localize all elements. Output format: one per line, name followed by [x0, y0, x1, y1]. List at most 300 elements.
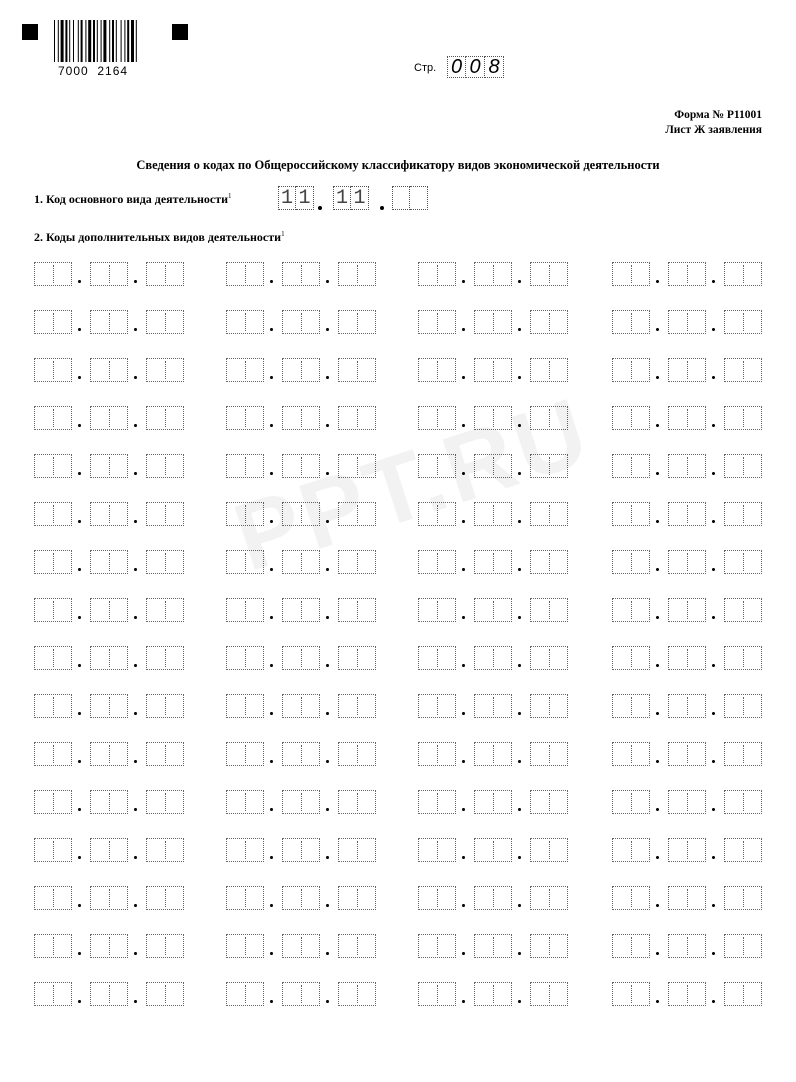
code-digit-pair[interactable]	[668, 598, 706, 622]
code-digit-pair[interactable]	[612, 886, 650, 910]
code-separator-dot	[134, 1000, 137, 1003]
code-digit-pair[interactable]	[612, 838, 650, 862]
code-digit-pair[interactable]	[530, 742, 568, 766]
code-separator-dot	[462, 616, 465, 619]
code-digit-pair[interactable]	[226, 742, 264, 766]
code-digit-pair[interactable]	[34, 838, 72, 862]
code-digit-pair[interactable]	[724, 310, 762, 334]
code-digit-pair[interactable]	[146, 598, 184, 622]
main-code-digit[interactable]: 1	[278, 186, 296, 210]
code-separator-dot	[518, 424, 521, 427]
code-digit-pair[interactable]	[474, 550, 512, 574]
code-digit-pair[interactable]	[474, 742, 512, 766]
code-separator-dot	[462, 952, 465, 955]
code-digit-pair[interactable]	[418, 550, 456, 574]
code-digit-pair[interactable]	[530, 550, 568, 574]
code-separator-dot	[462, 904, 465, 907]
code-digit-pair[interactable]	[226, 982, 264, 1006]
code-digit-pair[interactable]	[668, 742, 706, 766]
code-digit-pair[interactable]	[612, 310, 650, 334]
code-separator-dot	[78, 1000, 81, 1003]
code-digit-pair[interactable]	[418, 790, 456, 814]
code-digit-pair[interactable]	[474, 454, 512, 478]
code-digit-pair[interactable]	[668, 406, 706, 430]
code-digit-pair[interactable]	[226, 934, 264, 958]
code-digit-pair[interactable]	[34, 934, 72, 958]
code-digit-pair[interactable]	[474, 406, 512, 430]
code-separator-dot	[656, 712, 659, 715]
code-separator-dot	[656, 424, 659, 427]
code-digit-pair[interactable]	[418, 454, 456, 478]
code-digit-pair[interactable]	[34, 598, 72, 622]
code-digit-pair[interactable]	[724, 934, 762, 958]
code-digit-pair[interactable]	[724, 262, 762, 286]
code-separator-dot	[78, 376, 81, 379]
code-digit-pair[interactable]	[34, 406, 72, 430]
code-digit-pair[interactable]	[612, 694, 650, 718]
code-digit-pair[interactable]	[668, 454, 706, 478]
code-digit-pair[interactable]	[146, 550, 184, 574]
footnote-mark: 1	[228, 192, 232, 200]
code-separator-dot	[326, 856, 329, 859]
code-digit-pair[interactable]	[226, 646, 264, 670]
barcode-number: 7000 2164	[58, 64, 129, 78]
code-digit-pair[interactable]	[474, 310, 512, 334]
code-separator-dot	[712, 952, 715, 955]
code-separator-dot	[326, 424, 329, 427]
code-digit-pair[interactable]	[530, 934, 568, 958]
code-separator-dot	[518, 616, 521, 619]
code-digit-pair[interactable]	[668, 646, 706, 670]
code-digit-pair[interactable]	[34, 790, 72, 814]
code-digit-pair[interactable]	[226, 262, 264, 286]
code-separator-dot	[326, 376, 329, 379]
code-separator-dot	[326, 328, 329, 331]
code-separator-dot	[270, 280, 273, 283]
code-separator-dot	[134, 952, 137, 955]
code-digit-pair[interactable]	[146, 454, 184, 478]
code-digit-pair[interactable]	[338, 406, 376, 430]
code-digit-pair[interactable]	[90, 886, 128, 910]
code-digit-pair[interactable]	[530, 646, 568, 670]
code-digit-pair[interactable]	[668, 694, 706, 718]
code-digit-pair[interactable]	[668, 838, 706, 862]
code-digit-pair[interactable]	[724, 358, 762, 382]
code-separator-dot	[326, 1000, 329, 1003]
code-digit-pair[interactable]	[338, 934, 376, 958]
code-digit-pair[interactable]	[474, 886, 512, 910]
code-digit-pair[interactable]	[282, 982, 320, 1006]
code-digit-pair[interactable]	[612, 262, 650, 286]
code-digit-pair[interactable]	[338, 646, 376, 670]
code-separator-dot	[656, 808, 659, 811]
code-digit-pair[interactable]	[90, 934, 128, 958]
code-digit-pair[interactable]	[612, 502, 650, 526]
code-digit-pair[interactable]	[612, 598, 650, 622]
code-separator-dot	[270, 1000, 273, 1003]
code-digit-pair[interactable]	[530, 358, 568, 382]
code-digit-pair[interactable]	[474, 646, 512, 670]
main-code-digit[interactable]: 1	[296, 186, 314, 210]
code-digit-pair[interactable]	[418, 838, 456, 862]
code-digit-pair[interactable]	[282, 934, 320, 958]
watermark: PPT.RU	[222, 377, 603, 592]
code-separator-dot	[326, 568, 329, 571]
code-separator-dot	[134, 568, 137, 571]
code-separator-dot	[326, 952, 329, 955]
code-separator-dot	[270, 808, 273, 811]
code-digit-pair[interactable]	[338, 310, 376, 334]
code-separator-dot	[270, 568, 273, 571]
code-digit-pair[interactable]	[418, 310, 456, 334]
code-digit-pair[interactable]	[146, 982, 184, 1006]
code-separator-dot	[270, 856, 273, 859]
code-digit-pair[interactable]	[418, 262, 456, 286]
code-digit-pair[interactable]	[90, 454, 128, 478]
code-separator-dot	[518, 856, 521, 859]
code-digit-pair[interactable]	[146, 646, 184, 670]
code-digit-pair[interactable]	[282, 502, 320, 526]
code-digit-pair[interactable]	[282, 310, 320, 334]
code-digit-pair[interactable]	[668, 262, 706, 286]
code-separator-dot	[462, 856, 465, 859]
code-separator-dot	[326, 280, 329, 283]
code-separator-dot	[134, 280, 137, 283]
code-separator-dot	[656, 568, 659, 571]
code-digit-pair[interactable]	[90, 550, 128, 574]
code-separator-dot	[326, 664, 329, 667]
main-code-digit[interactable]: 1	[351, 186, 369, 210]
code-digit-pair[interactable]	[90, 310, 128, 334]
code-separator-dot	[712, 280, 715, 283]
code-digit-pair[interactable]	[668, 358, 706, 382]
code-separator-dot	[656, 856, 659, 859]
main-code-digit[interactable]: 1	[333, 186, 351, 210]
code-digit-pair[interactable]	[338, 886, 376, 910]
code-separator-dot	[270, 376, 273, 379]
code-digit-pair[interactable]	[474, 502, 512, 526]
code-separator-dot	[462, 664, 465, 667]
code-separator-dot	[270, 472, 273, 475]
code-digit-pair[interactable]	[418, 598, 456, 622]
code-separator-dot	[326, 904, 329, 907]
code-separator-dot	[78, 856, 81, 859]
code-digit-pair[interactable]	[724, 694, 762, 718]
code-digit-pair[interactable]	[668, 982, 706, 1006]
code-separator-dot	[712, 904, 715, 907]
code-digit-pair[interactable]	[474, 358, 512, 382]
code-separator-dot	[518, 472, 521, 475]
code-separator-dot	[134, 520, 137, 523]
code-digit-pair[interactable]	[724, 598, 762, 622]
code-digit-pair[interactable]	[282, 454, 320, 478]
code-separator-dot	[518, 280, 521, 283]
code-digit-pair[interactable]	[530, 982, 568, 1006]
page-digit[interactable]: 8	[485, 56, 504, 78]
code-digit-pair[interactable]	[530, 310, 568, 334]
code-digit-pair[interactable]	[724, 406, 762, 430]
code-separator-dot	[134, 472, 137, 475]
code-digit-pair[interactable]	[668, 550, 706, 574]
code-digit-pair[interactable]	[34, 502, 72, 526]
additional-activities-label-text: 2. Коды дополнительных видов деятельности	[34, 230, 282, 244]
code-separator-dot	[656, 664, 659, 667]
code-digit-pair[interactable]	[90, 502, 128, 526]
form-number: Форма № Р11001	[674, 109, 762, 121]
code-digit-pair[interactable]	[530, 598, 568, 622]
code-digit-pair[interactable]	[612, 790, 650, 814]
code-digit-pair[interactable]	[530, 406, 568, 430]
code-separator-dot	[78, 280, 81, 283]
code-digit-pair[interactable]	[34, 550, 72, 574]
code-separator-dot	[656, 952, 659, 955]
code-digit-pair[interactable]	[338, 742, 376, 766]
code-separator-dot	[518, 808, 521, 811]
code-digit-pair[interactable]	[146, 694, 184, 718]
code-digit-pair[interactable]	[418, 502, 456, 526]
code-digit-pair[interactable]	[282, 790, 320, 814]
code-digit-pair[interactable]	[282, 646, 320, 670]
code-digit-pair[interactable]	[282, 694, 320, 718]
code-separator-dot	[270, 424, 273, 427]
code-digit-pair[interactable]	[724, 790, 762, 814]
code-digit-pair[interactable]	[146, 310, 184, 334]
code-digit-pair[interactable]	[668, 934, 706, 958]
code-digit-pair[interactable]	[530, 694, 568, 718]
code-digit-pair[interactable]	[282, 838, 320, 862]
code-digit-pair[interactable]	[612, 406, 650, 430]
code-digit-pair[interactable]	[338, 502, 376, 526]
code-digit-pair[interactable]	[146, 790, 184, 814]
code-digit-pair[interactable]	[282, 262, 320, 286]
code-separator-dot	[712, 424, 715, 427]
code-digit-pair[interactable]	[146, 358, 184, 382]
code-digit-pair[interactable]	[668, 790, 706, 814]
code-digit-pair[interactable]	[338, 838, 376, 862]
code-digit-pair[interactable]	[226, 454, 264, 478]
code-digit-pair[interactable]	[612, 934, 650, 958]
code-digit-pair[interactable]	[226, 886, 264, 910]
code-separator-dot	[78, 472, 81, 475]
code-separator-dot	[78, 616, 81, 619]
code-digit-pair[interactable]	[724, 454, 762, 478]
footnote-mark: 1	[281, 230, 285, 238]
code-digit-pair[interactable]	[338, 262, 376, 286]
code-digit-pair[interactable]	[612, 742, 650, 766]
code-digit-pair[interactable]	[530, 790, 568, 814]
code-digit-pair[interactable]	[474, 790, 512, 814]
code-separator-dot	[518, 520, 521, 523]
code-digit-pair[interactable]	[90, 694, 128, 718]
code-digit-pair[interactable]	[530, 502, 568, 526]
code-digit-pair[interactable]	[338, 982, 376, 1006]
code-digit-pair[interactable]	[34, 886, 72, 910]
code-digit-pair[interactable]	[668, 502, 706, 526]
code-digit-pair[interactable]	[338, 550, 376, 574]
code-digit-pair[interactable]	[418, 406, 456, 430]
code-separator-dot	[78, 328, 81, 331]
code-separator-dot	[712, 328, 715, 331]
code-digit-pair[interactable]	[90, 598, 128, 622]
code-digit-pair[interactable]	[612, 982, 650, 1006]
code-digit-pair[interactable]	[34, 262, 72, 286]
code-separator-dot	[326, 520, 329, 523]
code-digit-pair[interactable]	[226, 790, 264, 814]
code-digit-pair[interactable]	[338, 598, 376, 622]
code-digit-pair[interactable]	[474, 934, 512, 958]
code-separator-dot	[134, 424, 137, 427]
code-digit-pair[interactable]	[530, 838, 568, 862]
code-digit-pair[interactable]	[474, 838, 512, 862]
code-digit-pair[interactable]	[338, 790, 376, 814]
code-separator-dot	[518, 328, 521, 331]
code-digit-pair[interactable]	[90, 790, 128, 814]
code-separator-dot	[712, 664, 715, 667]
code-digit-pair[interactable]	[34, 310, 72, 334]
code-digit-pair[interactable]	[338, 454, 376, 478]
code-digit-pair[interactable]	[90, 646, 128, 670]
form-sheet: Лист Ж заявления	[665, 124, 762, 136]
code-separator-dot	[462, 376, 465, 379]
code-digit-pair[interactable]	[34, 646, 72, 670]
code-digit-pair[interactable]	[418, 358, 456, 382]
code-separator-dot	[656, 520, 659, 523]
code-digit-pair[interactable]	[724, 550, 762, 574]
code-separator-dot	[270, 664, 273, 667]
code-digit-pair[interactable]	[668, 886, 706, 910]
code-digit-pair[interactable]	[282, 406, 320, 430]
page-label: Стр.	[414, 62, 437, 74]
code-separator-dot	[712, 472, 715, 475]
code-digit-pair[interactable]	[530, 886, 568, 910]
page-title: Сведения о кодах по Общероссийскому классификатору видов экономической деятельности	[136, 158, 660, 172]
code-digit-pair[interactable]	[34, 742, 72, 766]
code-digit-pair[interactable]	[418, 742, 456, 766]
code-separator-dot	[462, 472, 465, 475]
code-digit-pair[interactable]	[418, 694, 456, 718]
code-digit-pair[interactable]	[282, 598, 320, 622]
code-separator-dot	[134, 808, 137, 811]
code-digit-pair[interactable]	[474, 262, 512, 286]
code-digit-pair[interactable]	[724, 886, 762, 910]
code-digit-pair[interactable]	[34, 694, 72, 718]
code-separator-dot	[518, 952, 521, 955]
code-digit-pair[interactable]	[282, 742, 320, 766]
code-digit-pair[interactable]	[418, 982, 456, 1006]
code-separator-dot	[462, 808, 465, 811]
code-digit-pair[interactable]	[474, 598, 512, 622]
code-digit-pair[interactable]	[612, 646, 650, 670]
code-separator-dot	[656, 1000, 659, 1003]
code-digit-pair[interactable]	[146, 262, 184, 286]
code-digit-pair[interactable]	[226, 598, 264, 622]
code-separator-dot	[326, 712, 329, 715]
code-separator-dot	[712, 376, 715, 379]
code-digit-pair[interactable]	[418, 646, 456, 670]
code-digit-pair[interactable]	[226, 838, 264, 862]
code-digit-pair[interactable]	[530, 262, 568, 286]
code-digit-pair[interactable]	[34, 454, 72, 478]
code-digit-pair[interactable]	[530, 454, 568, 478]
code-digit-pair[interactable]	[146, 886, 184, 910]
code-digit-pair[interactable]	[474, 982, 512, 1006]
code-separator-dot	[134, 616, 137, 619]
code-digit-pair[interactable]	[226, 406, 264, 430]
code-separator-dot	[712, 568, 715, 571]
code-separator-dot	[656, 376, 659, 379]
code-digit-pair[interactable]	[282, 358, 320, 382]
code-digit-pair[interactable]	[226, 358, 264, 382]
code-digit-pair[interactable]	[338, 358, 376, 382]
code-digit-pair[interactable]	[724, 742, 762, 766]
code-digit-pair[interactable]	[146, 838, 184, 862]
code-separator-dot	[518, 760, 521, 763]
code-digit-pair[interactable]	[146, 934, 184, 958]
code-digit-pair[interactable]	[612, 454, 650, 478]
code-separator-dot	[270, 952, 273, 955]
code-separator-dot	[134, 712, 137, 715]
code-separator-dot	[656, 904, 659, 907]
code-digit-pair[interactable]	[474, 694, 512, 718]
code-separator-dot	[78, 760, 81, 763]
code-digit-pair[interactable]	[338, 694, 376, 718]
code-separator-dot	[78, 568, 81, 571]
code-digit-pair[interactable]	[282, 886, 320, 910]
code-separator-dot	[712, 520, 715, 523]
code-digit-pair[interactable]	[668, 310, 706, 334]
code-separator-dot	[518, 568, 521, 571]
code-digit-pair[interactable]	[90, 742, 128, 766]
code-digit-pair[interactable]	[724, 502, 762, 526]
code-separator-dot	[134, 904, 137, 907]
code-digit-pair[interactable]	[612, 358, 650, 382]
code-digit-pair[interactable]	[226, 502, 264, 526]
code-digit-pair[interactable]	[418, 934, 456, 958]
code-digit-pair[interactable]	[418, 886, 456, 910]
code-separator-dot	[518, 712, 521, 715]
code-digit-pair[interactable]	[90, 838, 128, 862]
code-digit-pair[interactable]	[34, 358, 72, 382]
code-separator-dot	[462, 712, 465, 715]
code-separator-dot	[462, 760, 465, 763]
page-digit[interactable]: 0	[447, 56, 466, 78]
page-digit[interactable]: 0	[466, 56, 485, 78]
code-digit-pair[interactable]	[90, 358, 128, 382]
code-digit-pair[interactable]	[226, 550, 264, 574]
code-separator-dot	[270, 904, 273, 907]
code-separator-dot	[270, 520, 273, 523]
code-digit-pair[interactable]	[90, 982, 128, 1006]
code-separator-dot	[712, 712, 715, 715]
code-separator-dot	[462, 568, 465, 571]
code-digit-pair[interactable]	[90, 262, 128, 286]
code-digit-pair[interactable]	[226, 694, 264, 718]
code-digit-pair[interactable]	[226, 310, 264, 334]
code-digit-pair[interactable]	[724, 646, 762, 670]
code-digit-pair[interactable]	[612, 550, 650, 574]
code-digit-pair[interactable]	[34, 982, 72, 1006]
code-digit-pair[interactable]	[724, 838, 762, 862]
code-digit-pair[interactable]	[282, 550, 320, 574]
code-digit-pair[interactable]	[90, 406, 128, 430]
code-separator-dot	[712, 856, 715, 859]
code-digit-pair[interactable]	[724, 982, 762, 1006]
code-digit-pair[interactable]	[146, 406, 184, 430]
code-separator-dot	[656, 328, 659, 331]
code-separator-dot	[462, 1000, 465, 1003]
code-digit-pair[interactable]	[146, 502, 184, 526]
code-digit-pair[interactable]	[146, 742, 184, 766]
